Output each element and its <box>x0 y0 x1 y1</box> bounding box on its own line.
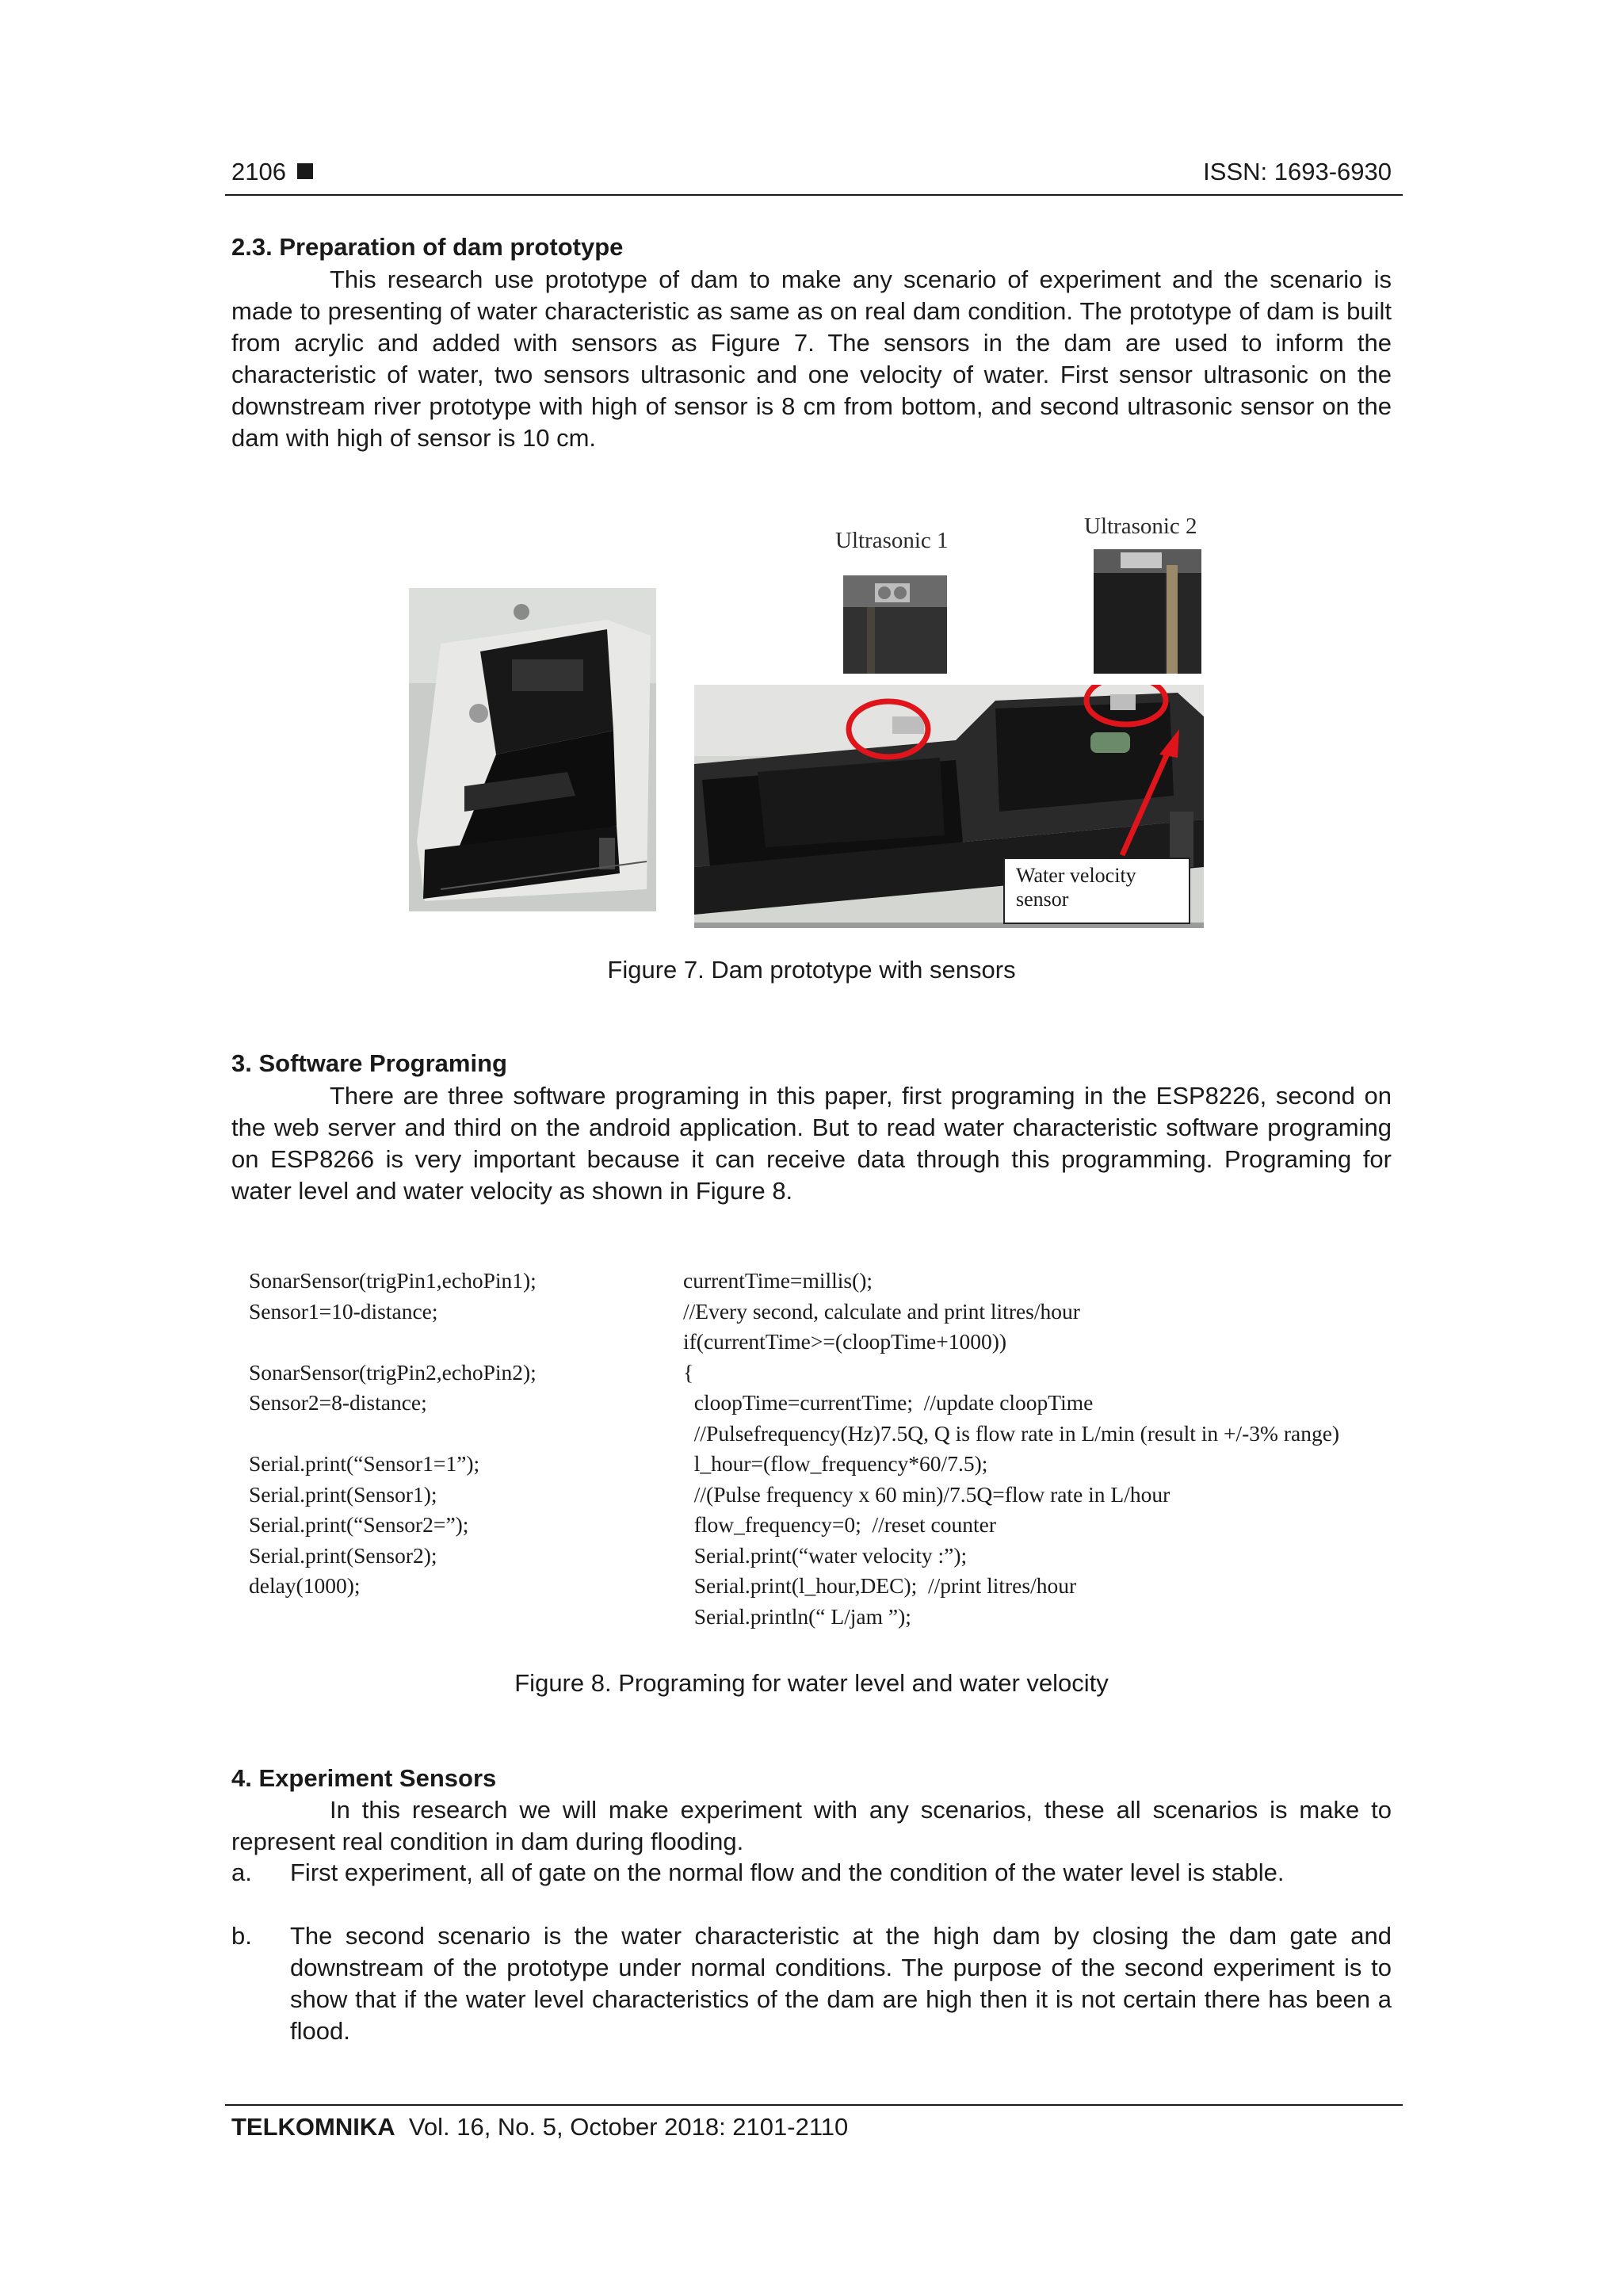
journal-name: TELKOMNIKA <box>231 2113 395 2141</box>
list-item-b-marker: b. <box>231 1922 252 1950</box>
section-3-heading: 3. Software Programing <box>231 1049 507 1077</box>
page-number: 2106 <box>231 158 313 186</box>
code-left: SonarSensor(trigPin1,echoPin1); Sensor1=10-distance; SonarSensor(trigPin2,echoPin2); Sensor2=8-distance; Serial.print(“Sensor1=1”); Serial.print(Sensor1); Serial.print(“Sensor2=”); Serial.print(Sensor2); delay(1000); <box>249 1268 537 1598</box>
velocity-label-line-1: Water velocity <box>1016 864 1136 887</box>
water-velocity-sensor-label <box>1003 858 1190 924</box>
list-item-a-text: First experiment, all of gate on the normal flow and the condition of the water level is stable. <box>290 1859 1285 1886</box>
list-item-a-marker: a. <box>231 1859 252 1886</box>
ultrasonic-1-illustration <box>843 575 947 674</box>
list-item-b-text: The second scenario is the water characteristic at the high dam by closing the dam gate and downstream of the prototype under normal conditions. The purpose of the second experiment is to show that if the water level characteristics of the dam are high then it is not certain there has been a flood. <box>290 1922 1392 2045</box>
footer-rule <box>225 2104 1403 2106</box>
section-4-heading: 4. Experiment Sensors <box>231 1764 497 1792</box>
code-right: currentTime=millis(); //Every second, calculate and print litres/hour if(currentTime>=(cloopTime+1000)) { cloopTime=currentTime; //update cloopTime //Pulsefrequency(Hz)7.5Q, Q is flow rate in L/min (result in +/-3% range) l_hour=(flow_frequency*60/7.5); //(Pulse frequency x 60 min)/7.5Q=flow rate in L/hour flow_frequency=0; //reset counter Serial.print(“water velocity :”); Serial.print(l_hour,DEC); //print litres/hour Serial.println(“ L/jam ”); <box>683 1268 1340 1629</box>
header-rule <box>225 194 1403 196</box>
footer-citation <box>231 2113 848 2141</box>
dam-prototype-photo <box>409 588 656 911</box>
section-3-paragraph: There are three software programing in this paper, first programing in the ESP8226, second on the web server and third on the android application. But to read water characteristic software programing on ESP8266 is very important because it can receive data through this programming. Programing for water level and water velocity as shown in Figure 8. <box>231 1082 1392 1205</box>
section-2-3-paragraph: This research use prototype of dam to make any scenario of experiment and the scenario is made to presenting of water characteristic as same as on real dam condition. The prototype of dam is built from acrylic and added with sensors as Figure 7. The sensors in the dam are used to inform the characteristic of water, two sensors ultrasonic and one velocity of water. First sensor ultrasonic on the downstream river prototype with high of sensor is 8 cm from bottom, and second ultrasonic sensor on the dam with high of sensor is 10 cm. <box>231 266 1392 452</box>
volume-info: Vol. 16, No. 5, October 2018: 2101-2110 <box>408 2113 849 2141</box>
figure-8-caption: Figure 8. Programing for water level and water velocity <box>514 1669 1109 1697</box>
ultrasonic-2-photo <box>1094 549 1201 674</box>
ultrasonic-1-photo <box>843 575 947 674</box>
ultrasonic-1-label: Ultrasonic 1 <box>835 528 949 553</box>
section-2-3-heading: 2.3. Preparation of dam prototype <box>231 233 624 261</box>
ultrasonic-2-label: Ultrasonic 2 <box>1084 514 1197 539</box>
velocity-label-line-2: sensor <box>1016 888 1069 911</box>
figure-7-caption: Figure 7. Dam prototype with sensors <box>607 956 1016 984</box>
section-4-paragraph: In this research we will make experiment with any scenarios, these all scenarios is make to represent real condition in dam during flooding. <box>231 1796 1392 1855</box>
issn: ISSN: 1693-6930 <box>1203 158 1392 185</box>
ultrasonic-2-illustration <box>1094 549 1201 674</box>
square-bullet-icon <box>297 163 313 179</box>
dam-prototype-illustration <box>409 588 656 911</box>
